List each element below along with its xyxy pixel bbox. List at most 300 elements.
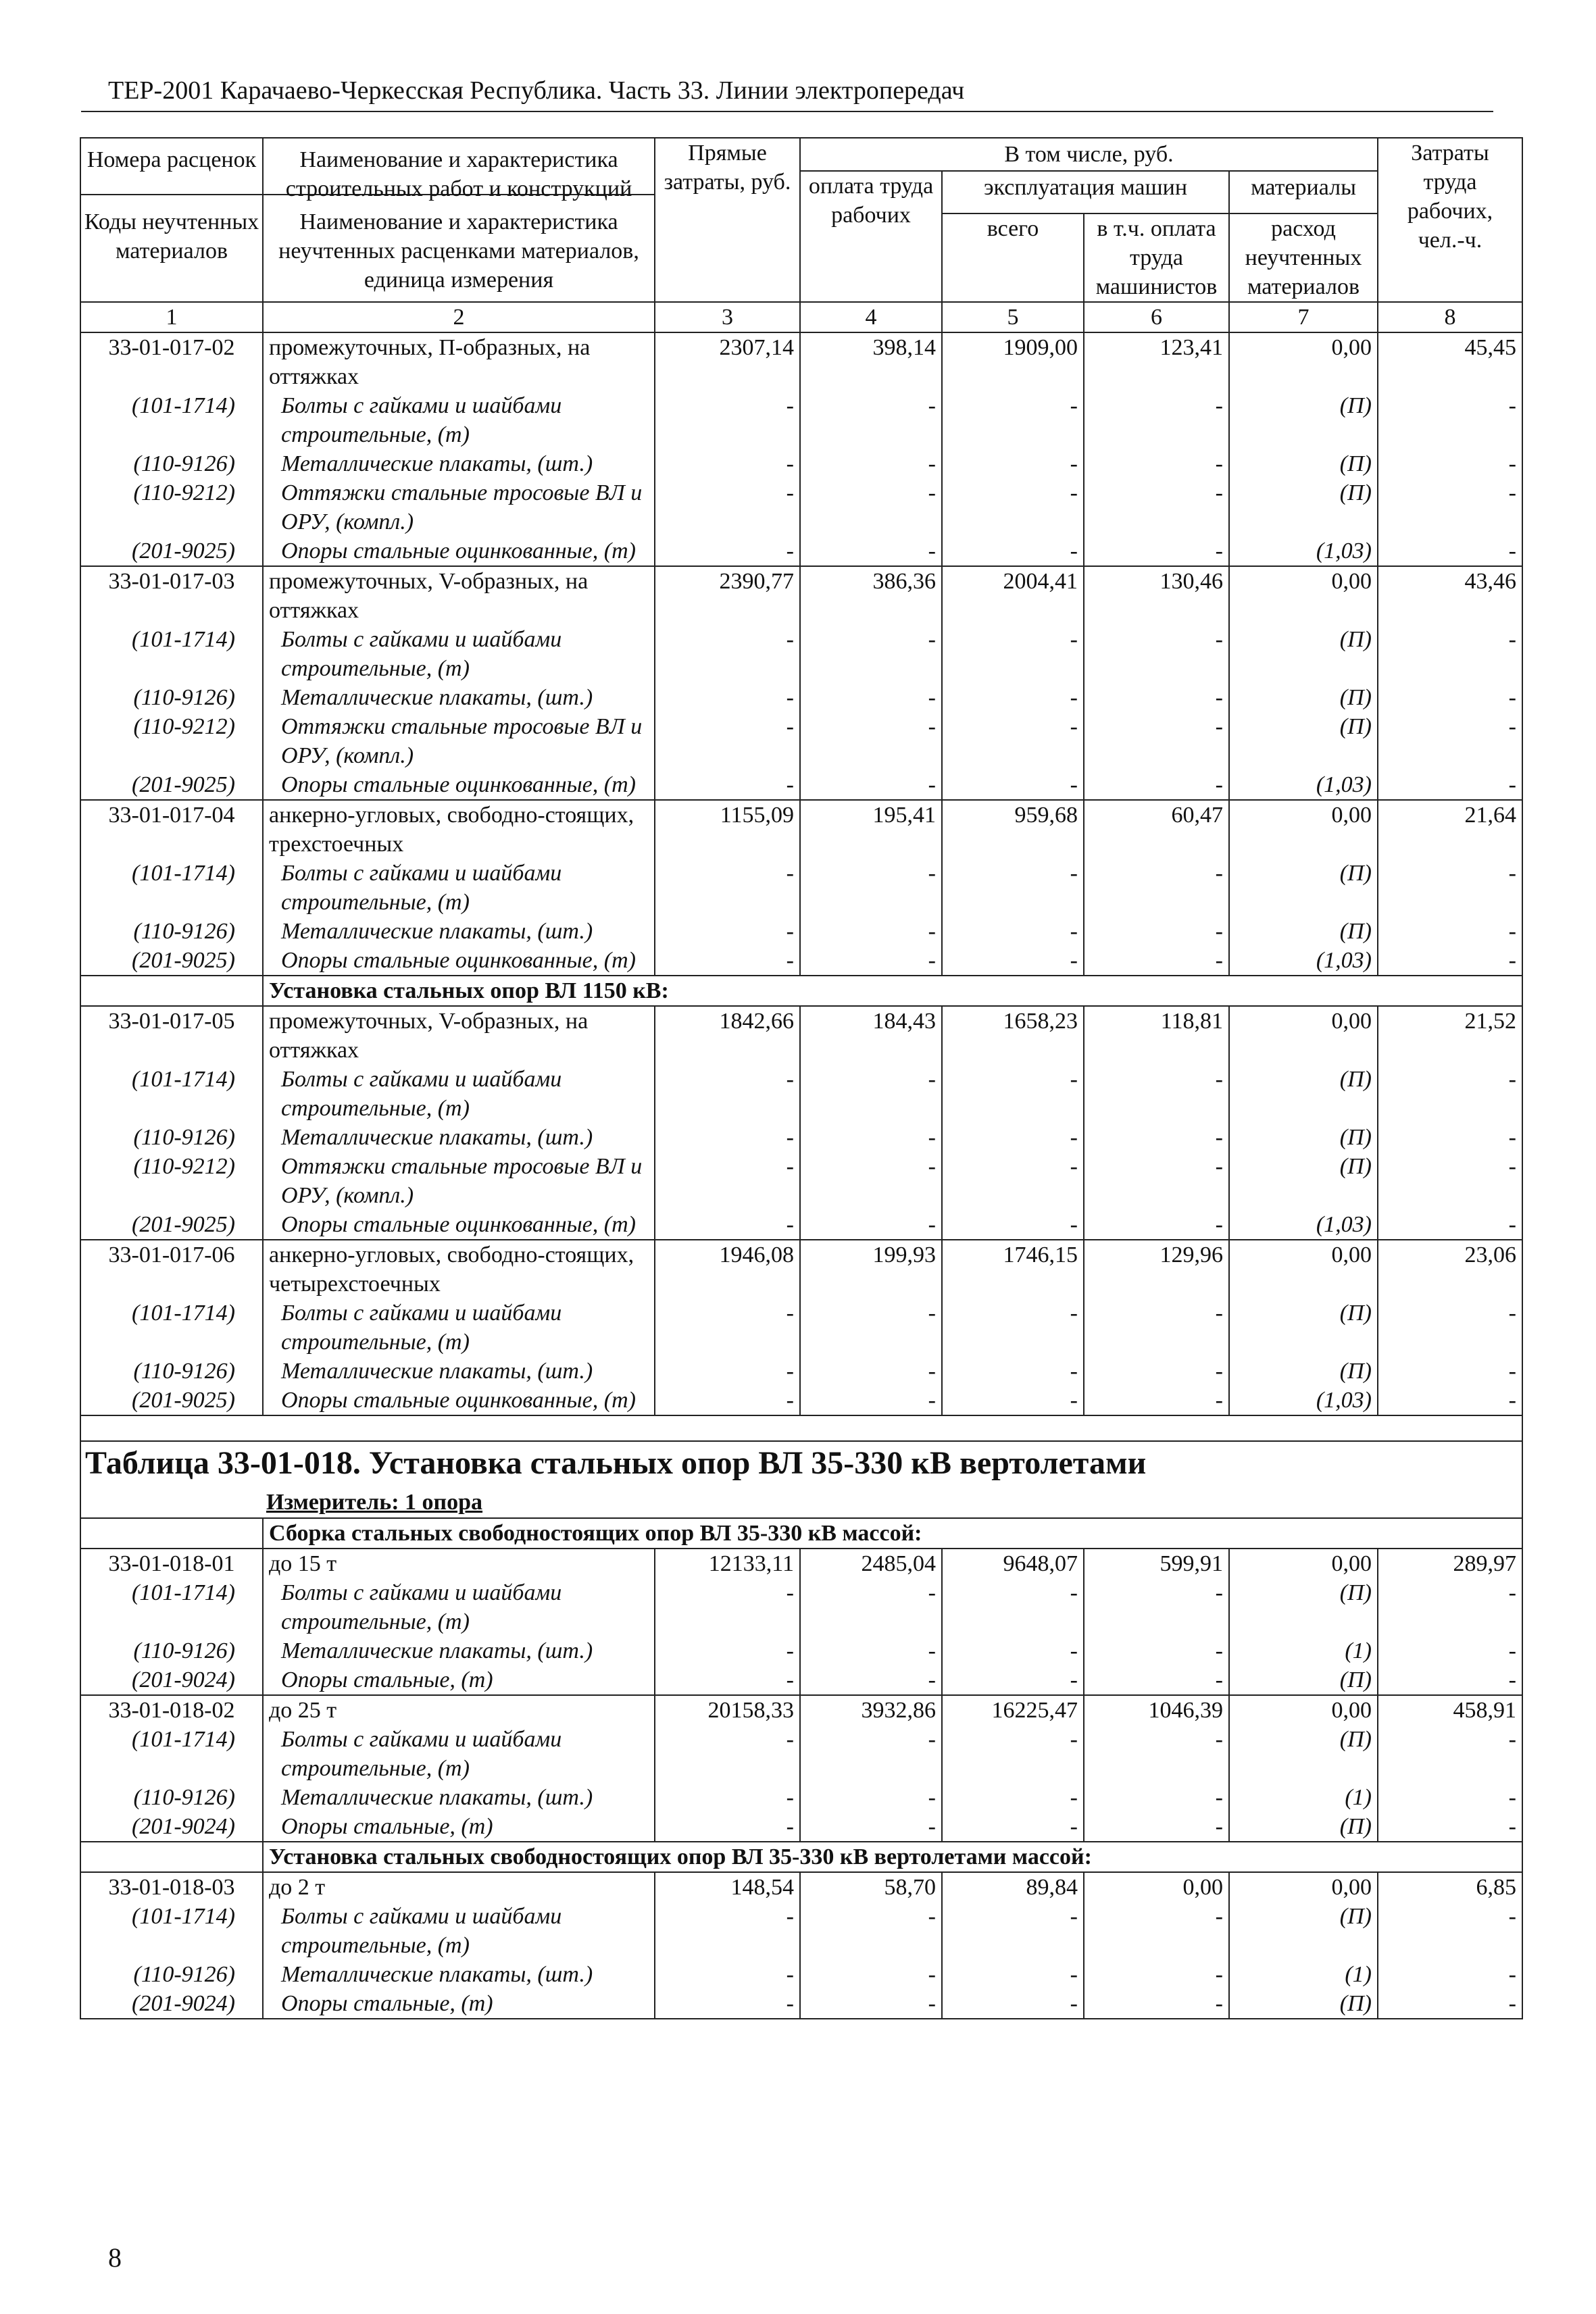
machinist-pay: - (1084, 536, 1229, 566)
header-exploit: эксплуатация машин (942, 171, 1229, 213)
measure-row (80, 1488, 1522, 1518)
header-row (80, 138, 1522, 171)
machinist-pay: 599,91 (1084, 1549, 1229, 1578)
labor-cost: - (1378, 1123, 1522, 1152)
material-name: Оттяжки стальные тросовые ВЛ и ОРУ, (компл.) (263, 1152, 655, 1210)
worker-pay: - (800, 1123, 942, 1152)
material-expense: (1) (1229, 1636, 1378, 1665)
rate-code: 33-01-017-03 (80, 566, 263, 625)
worker-pay: - (800, 391, 942, 449)
machinist-pay: - (1084, 712, 1229, 770)
material-row (80, 1210, 1522, 1240)
spacer-row (80, 1415, 1522, 1441)
machine-total: 89,84 (942, 1872, 1084, 1902)
material-expense: 0,00 (1229, 1695, 1378, 1725)
worker-pay: - (800, 770, 942, 800)
machine-total: - (942, 1960, 1084, 1989)
material-row (80, 1783, 1522, 1812)
material-code: (201-9024) (80, 1812, 263, 1842)
worker-pay: - (800, 625, 942, 683)
material-expense: (П) (1229, 1812, 1378, 1842)
material-code: (110-9126) (80, 1960, 263, 1989)
machinist-pay: - (1084, 770, 1229, 800)
labor-cost: 45,45 (1378, 332, 1522, 391)
material-code: (110-9126) (80, 683, 263, 712)
measure-cell (80, 1488, 1522, 1518)
material-name: Металлические плакаты, (шт.) (263, 1960, 655, 1989)
machine-total: - (942, 625, 1084, 683)
material-code: (110-9126) (80, 449, 263, 478)
machinist-pay: - (1084, 1299, 1229, 1357)
labor-cost: 43,46 (1378, 566, 1522, 625)
machine-total: - (942, 1636, 1084, 1665)
machinist-pay: - (1084, 1386, 1229, 1415)
header-mat-expense: расход неучтенных материалов (1229, 213, 1378, 302)
machinist-pay: - (1084, 946, 1229, 976)
material-expense: (1,03) (1229, 1386, 1378, 1415)
colnum-5: 5 (942, 302, 1084, 332)
worker-pay: - (800, 1065, 942, 1123)
rate-code: 33-01-017-02 (80, 332, 263, 391)
machine-total: - (942, 1989, 1084, 2019)
rate-name: промежуточных, V-образных, на оттяжках (263, 566, 655, 625)
material-row (80, 946, 1522, 976)
material-expense: (П) (1229, 1725, 1378, 1783)
header-incl-pay: в т.ч. оплата труда машинистов (1084, 213, 1229, 302)
direct-cost: - (655, 712, 800, 770)
material-expense: (1,03) (1229, 770, 1378, 800)
machine-total: - (942, 1357, 1084, 1386)
machinist-pay: - (1084, 1123, 1229, 1152)
rate-row (80, 566, 1522, 625)
material-expense: (П) (1229, 1665, 1378, 1695)
labor-cost: - (1378, 391, 1522, 449)
material-expense: (П) (1229, 1989, 1378, 2019)
material-expense: 0,00 (1229, 1006, 1378, 1065)
worker-pay: - (800, 859, 942, 917)
material-name: Металлические плакаты, (шт.) (263, 1783, 655, 1812)
direct-cost: - (655, 1989, 800, 2019)
material-code: (110-9126) (80, 1783, 263, 1812)
header-pay: оплата труда рабочих (800, 171, 942, 302)
direct-cost: - (655, 917, 800, 946)
section-blank (80, 1842, 263, 1872)
labor-cost: - (1378, 1210, 1522, 1240)
colnum-7: 7 (1229, 302, 1378, 332)
machinist-pay: 129,96 (1084, 1240, 1229, 1299)
section-heading-row (80, 976, 1522, 1006)
direct-cost: - (655, 536, 800, 566)
rate-name: анкерно-угловых, свободно-стоящих, трехстоечных (263, 800, 655, 859)
direct-cost: - (655, 1065, 800, 1123)
machinist-pay: - (1084, 859, 1229, 917)
direct-cost: - (655, 449, 800, 478)
labor-cost: - (1378, 1812, 1522, 1842)
labor-cost: - (1378, 449, 1522, 478)
material-row (80, 1902, 1522, 1960)
table-title: Таблица 33-01-018. Установка стальных опор ВЛ 35-330 кВ вертолетами (80, 1441, 1522, 1488)
labor-cost: - (1378, 1578, 1522, 1636)
machine-total: 1909,00 (942, 332, 1084, 391)
direct-cost: 20158,33 (655, 1695, 800, 1725)
rate-row (80, 332, 1522, 391)
worker-pay: - (800, 1299, 942, 1357)
material-expense: 0,00 (1229, 566, 1378, 625)
section-heading-row (80, 1842, 1522, 1872)
machinist-pay: - (1084, 1665, 1229, 1695)
material-name: Металлические плакаты, (шт.) (263, 1123, 655, 1152)
direct-cost: - (655, 391, 800, 449)
material-name: Металлические плакаты, (шт.) (263, 683, 655, 712)
spacer (80, 1415, 1522, 1441)
machinist-pay: - (1084, 1210, 1229, 1240)
material-name: Болты с гайками и шайбами строительные, (т) (263, 625, 655, 683)
machine-total: - (942, 1123, 1084, 1152)
labor-cost: - (1378, 712, 1522, 770)
material-row (80, 1578, 1522, 1636)
header-code-bottom: Коды неучтенных материалов (84, 209, 259, 263)
direct-cost: - (655, 1299, 800, 1357)
worker-pay: - (800, 1902, 942, 1960)
material-name: Оттяжки стальные тросовые ВЛ и ОРУ, (компл.) (263, 478, 655, 536)
material-row (80, 770, 1522, 800)
rate-name: до 15 т (263, 1549, 655, 1578)
material-name: Металлические плакаты, (шт.) (263, 1357, 655, 1386)
material-expense: (П) (1229, 1065, 1378, 1123)
material-name: Опоры стальные оцинкованные, (т) (263, 536, 655, 566)
material-row (80, 917, 1522, 946)
direct-cost: 1946,08 (655, 1240, 800, 1299)
machinist-pay: - (1084, 1357, 1229, 1386)
table-title-row (80, 1441, 1522, 1488)
colnum-8: 8 (1378, 302, 1522, 332)
page-number: 8 (108, 2242, 122, 2273)
direct-cost: 2390,77 (655, 566, 800, 625)
machine-total: 2004,41 (942, 566, 1084, 625)
header-name-top: Наименование и характеристика строительных работ и конструкций (264, 139, 654, 195)
material-name: Опоры стальные оцинкованные, (т) (263, 1386, 655, 1415)
material-code: (110-9212) (80, 1152, 263, 1210)
material-code: (110-9126) (80, 1123, 263, 1152)
direct-cost: - (655, 1812, 800, 1842)
material-name: Болты с гайками и шайбами строительные, (т) (263, 1065, 655, 1123)
worker-pay: - (800, 946, 942, 976)
direct-cost: - (655, 1386, 800, 1415)
page-title: ТЕР-2001 Карачаево-Черкесская Республика. Часть 33. Линии электропередач (108, 76, 965, 105)
worker-pay: 398,14 (800, 332, 942, 391)
material-row (80, 1812, 1522, 1842)
machine-total: - (942, 449, 1084, 478)
worker-pay: - (800, 536, 942, 566)
header-labor: Затраты труда рабочих, чел.-ч. (1378, 138, 1522, 302)
material-code: (201-9025) (80, 1386, 263, 1415)
machine-total: 1746,15 (942, 1240, 1084, 1299)
material-code: (201-9025) (80, 536, 263, 566)
direct-cost: - (655, 1636, 800, 1665)
material-expense: (П) (1229, 449, 1378, 478)
material-expense: (П) (1229, 1357, 1378, 1386)
labor-cost: - (1378, 1152, 1522, 1210)
material-name: Болты с гайками и шайбами строительные, (т) (263, 1578, 655, 1636)
worker-pay: - (800, 712, 942, 770)
machinist-pay: - (1084, 683, 1229, 712)
title-rule (81, 111, 1493, 112)
material-code: (110-9126) (80, 1357, 263, 1386)
machine-total: 959,68 (942, 800, 1084, 859)
machinist-pay: - (1084, 1065, 1229, 1123)
rate-code: 33-01-017-06 (80, 1240, 263, 1299)
direct-cost: - (655, 1152, 800, 1210)
worker-pay: - (800, 1578, 942, 1636)
machine-total: - (942, 1665, 1084, 1695)
direct-cost: - (655, 625, 800, 683)
rate-code: 33-01-017-04 (80, 800, 263, 859)
machine-total: - (942, 1812, 1084, 1842)
worker-pay: - (800, 1636, 942, 1665)
direct-cost: - (655, 1783, 800, 1812)
material-row (80, 1725, 1522, 1783)
machinist-pay: - (1084, 391, 1229, 449)
worker-pay: - (800, 1725, 942, 1783)
header-code-cell (80, 138, 263, 302)
machinist-pay: - (1084, 478, 1229, 536)
table-body (80, 138, 1522, 2019)
material-row (80, 1357, 1522, 1386)
machine-total: - (942, 917, 1084, 946)
material-code: (101-1714) (80, 1578, 263, 1636)
colnum-3: 3 (655, 302, 800, 332)
material-row (80, 1386, 1522, 1415)
worker-pay: - (800, 449, 942, 478)
colnum-6: 6 (1084, 302, 1229, 332)
machine-total: - (942, 770, 1084, 800)
material-expense: (П) (1229, 859, 1378, 917)
direct-cost: - (655, 1123, 800, 1152)
material-row (80, 859, 1522, 917)
labor-cost: - (1378, 1665, 1522, 1695)
section-heading: Сборка стальных свободностоящих опор ВЛ 35-330 кВ массой: (263, 1518, 1522, 1549)
material-row (80, 1636, 1522, 1665)
material-code: (101-1714) (80, 1299, 263, 1357)
labor-cost: - (1378, 770, 1522, 800)
machine-total: - (942, 1578, 1084, 1636)
material-expense: (П) (1229, 625, 1378, 683)
material-row (80, 712, 1522, 770)
header-direct: Прямые затраты, руб. (655, 138, 800, 302)
worker-pay: 386,36 (800, 566, 942, 625)
material-row (80, 1960, 1522, 1989)
machine-total: - (942, 1783, 1084, 1812)
material-expense: 0,00 (1229, 800, 1378, 859)
section-heading: Установка стальных опор ВЛ 1150 кВ: (263, 976, 1522, 1006)
worker-pay: 3932,86 (800, 1695, 942, 1725)
labor-cost: 21,64 (1378, 800, 1522, 859)
material-code: (101-1714) (80, 391, 263, 449)
material-expense: (1,03) (1229, 946, 1378, 976)
worker-pay: - (800, 478, 942, 536)
machinist-pay: - (1084, 1152, 1229, 1210)
material-name: Болты с гайками и шайбами строительные, (т) (263, 1299, 655, 1357)
section-heading-row (80, 1518, 1522, 1549)
direct-cost: - (655, 478, 800, 536)
rate-code: 33-01-018-01 (80, 1549, 263, 1578)
machine-total: - (942, 683, 1084, 712)
material-name: Опоры стальные оцинкованные, (т) (263, 946, 655, 976)
material-row (80, 536, 1522, 566)
section-blank (80, 1518, 263, 1549)
worker-pay: - (800, 1665, 942, 1695)
direct-cost: 2307,14 (655, 332, 800, 391)
labor-cost: - (1378, 1386, 1522, 1415)
colnum-4: 4 (800, 302, 942, 332)
colnum-1: 1 (80, 302, 263, 332)
labor-cost: 21,52 (1378, 1006, 1522, 1065)
machinist-pay: - (1084, 1783, 1229, 1812)
material-expense: (1) (1229, 1960, 1378, 1989)
material-expense: (П) (1229, 478, 1378, 536)
direct-cost: - (655, 1902, 800, 1960)
machinist-pay: 1046,39 (1084, 1695, 1229, 1725)
material-row (80, 391, 1522, 449)
rate-row (80, 1549, 1522, 1578)
material-code: (201-9024) (80, 1665, 263, 1695)
material-row (80, 625, 1522, 683)
header-code-top: Номера расценок (81, 139, 262, 195)
machinist-pay: - (1084, 1989, 1229, 2019)
labor-cost: - (1378, 859, 1522, 917)
material-code: (110-9126) (80, 1636, 263, 1665)
material-code: (110-9126) (80, 917, 263, 946)
material-name: Болты с гайками и шайбами строительные, (т) (263, 1725, 655, 1783)
header-name-cell (263, 138, 655, 302)
labor-cost: - (1378, 1989, 1522, 2019)
material-code: (201-9025) (80, 770, 263, 800)
worker-pay: 199,93 (800, 1240, 942, 1299)
material-expense: (1) (1229, 1783, 1378, 1812)
worker-pay: 184,43 (800, 1006, 942, 1065)
worker-pay: 2485,04 (800, 1549, 942, 1578)
rate-row (80, 1695, 1522, 1725)
header-materials: материалы (1229, 171, 1378, 213)
rate-row (80, 1006, 1522, 1065)
machinist-pay: 60,47 (1084, 800, 1229, 859)
column-numbers-row (80, 302, 1522, 332)
material-name: Опоры стальные оцинкованные, (т) (263, 1210, 655, 1240)
direct-cost: - (655, 1960, 800, 1989)
material-row (80, 478, 1522, 536)
machine-total: 1658,23 (942, 1006, 1084, 1065)
worker-pay: - (800, 1152, 942, 1210)
material-name: Опоры стальные оцинкованные, (т) (263, 770, 655, 800)
machine-total: - (942, 478, 1084, 536)
machine-total: - (942, 712, 1084, 770)
material-name: Опоры стальные, (т) (263, 1665, 655, 1695)
material-expense: 0,00 (1229, 332, 1378, 391)
rate-name: промежуточных, V-образных, на оттяжках (263, 1006, 655, 1065)
material-row (80, 1665, 1522, 1695)
machinist-pay: 130,46 (1084, 566, 1229, 625)
material-row (80, 1989, 1522, 2019)
material-expense: 0,00 (1229, 1240, 1378, 1299)
rate-name: до 25 т (263, 1695, 655, 1725)
machinist-pay: - (1084, 1960, 1229, 1989)
material-code: (201-9025) (80, 946, 263, 976)
machinist-pay: 123,41 (1084, 332, 1229, 391)
worker-pay: - (800, 1960, 942, 1989)
material-code: (201-9024) (80, 1989, 263, 2019)
rates-table (80, 137, 1523, 2019)
rates-table-wrapper (80, 137, 1522, 2019)
labor-cost: - (1378, 1357, 1522, 1386)
rate-row (80, 800, 1522, 859)
machinist-pay: 118,81 (1084, 1006, 1229, 1065)
colnum-2: 2 (263, 302, 655, 332)
labor-cost: - (1378, 683, 1522, 712)
machinist-pay: 0,00 (1084, 1872, 1229, 1902)
machinist-pay: - (1084, 1812, 1229, 1842)
direct-cost: - (655, 1357, 800, 1386)
direct-cost: - (655, 946, 800, 976)
material-row (80, 1123, 1522, 1152)
material-row (80, 449, 1522, 478)
machine-total: - (942, 946, 1084, 976)
material-expense: 0,00 (1229, 1872, 1378, 1902)
worker-pay: - (800, 1357, 942, 1386)
labor-cost: 289,97 (1378, 1549, 1522, 1578)
rate-name: промежуточных, П-образных, на оттяжках (263, 332, 655, 391)
worker-pay: - (800, 1783, 942, 1812)
material-code: (110-9212) (80, 712, 263, 770)
material-code: (201-9025) (80, 1210, 263, 1240)
labor-cost: - (1378, 625, 1522, 683)
direct-cost: - (655, 1210, 800, 1240)
rate-code: 33-01-017-05 (80, 1006, 263, 1065)
rate-name: анкерно-угловых, свободно-стоящих, четырехстоечных (263, 1240, 655, 1299)
worker-pay: - (800, 1386, 942, 1415)
material-code: (101-1714) (80, 1725, 263, 1783)
material-expense: (П) (1229, 712, 1378, 770)
header-total: всего (942, 213, 1084, 302)
direct-cost: 148,54 (655, 1872, 800, 1902)
material-name: Металлические плакаты, (шт.) (263, 1636, 655, 1665)
material-expense: (П) (1229, 391, 1378, 449)
labor-cost: - (1378, 917, 1522, 946)
direct-cost: - (655, 1665, 800, 1695)
material-expense: 0,00 (1229, 1549, 1378, 1578)
rate-code: 33-01-018-03 (80, 1872, 263, 1902)
material-code: (101-1714) (80, 1065, 263, 1123)
direct-cost: - (655, 1578, 800, 1636)
machine-total: - (942, 391, 1084, 449)
labor-cost: 23,06 (1378, 1240, 1522, 1299)
direct-cost: 1155,09 (655, 800, 800, 859)
header-incl: В том числе, руб. (800, 138, 1378, 171)
machine-total: - (942, 859, 1084, 917)
direct-cost: 1842,66 (655, 1006, 800, 1065)
direct-cost: - (655, 770, 800, 800)
machine-total: - (942, 1299, 1084, 1357)
machine-total: - (942, 1210, 1084, 1240)
material-code: (101-1714) (80, 859, 263, 917)
labor-cost: - (1378, 1725, 1522, 1783)
material-name: Металлические плакаты, (шт.) (263, 449, 655, 478)
material-expense: (П) (1229, 917, 1378, 946)
material-name: Болты с гайками и шайбами строительные, (т) (263, 1902, 655, 1960)
material-row (80, 683, 1522, 712)
material-name: Металлические плакаты, (шт.) (263, 917, 655, 946)
machinist-pay: - (1084, 917, 1229, 946)
direct-cost: - (655, 859, 800, 917)
